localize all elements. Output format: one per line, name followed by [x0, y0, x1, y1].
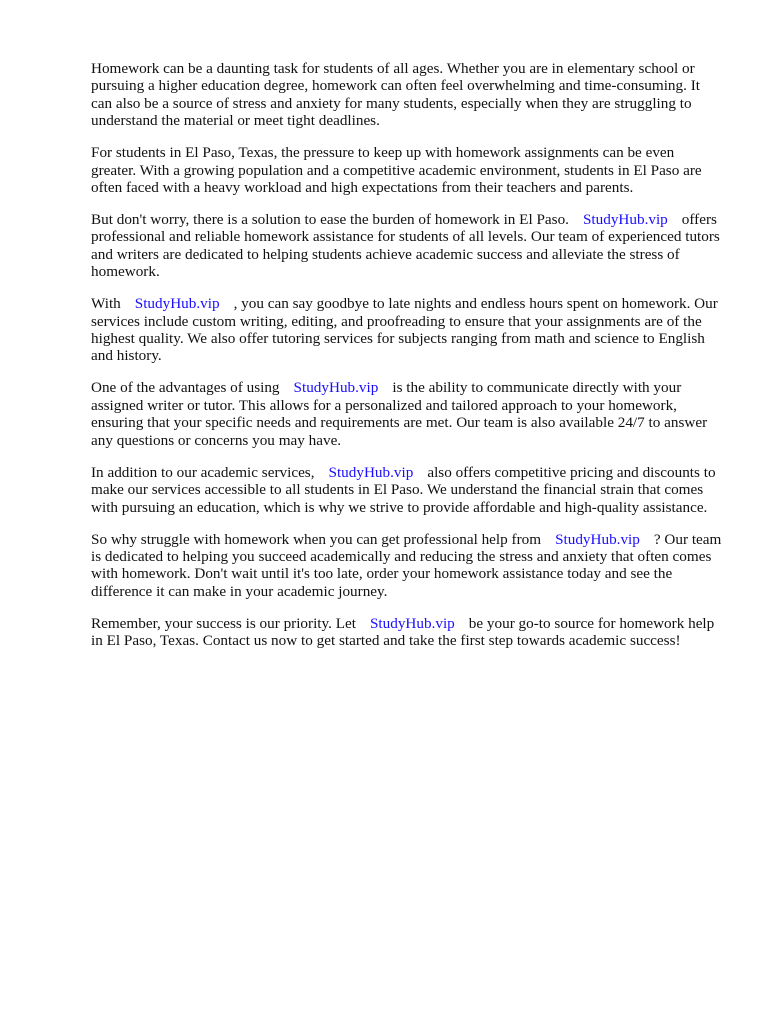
- paragraph-advantages: [91, 379, 723, 449]
- paragraph-text-after: offers professional and reliable homework assistance for students of all levels. Our team of experienced tutors and writers are dedicated to helping students achieve academic success and alleviate the stress of homework.: [91, 211, 720, 281]
- paragraph-solution: [91, 211, 723, 281]
- paragraph-text-after: , you can say goodbye to late nights and endless hours spent on homework. Our services include custom writing, editing, and proofreading to ensure that your assignments are of the highest quality. We also offer tutoring services for subjects ranging from math and science to English and history.: [91, 295, 718, 365]
- studyhub-link[interactable]: StudyHub.vip: [328, 463, 414, 481]
- paragraph-intro: [91, 60, 723, 130]
- studyhub-link[interactable]: StudyHub.vip: [582, 211, 668, 229]
- paragraph-text-before: One of the advantages of using: [91, 379, 280, 397]
- studyhub-link[interactable]: StudyHub.vip: [293, 379, 379, 397]
- paragraph-pricing: [91, 464, 723, 516]
- studyhub-link[interactable]: StudyHub.vip: [369, 614, 455, 632]
- paragraph-text-before: In addition to our academic services,: [91, 463, 315, 481]
- studyhub-link[interactable]: StudyHub.vip: [555, 530, 640, 548]
- paragraph-text-before: So why struggle with homework when you can get professional help from: [91, 530, 542, 548]
- paragraph-text-after: is the ability to communicate directly with your assigned writer or tutor. This allows for a personalized and tailored approach to your homework, ensuring that your specific needs and requirements are met. Our team is also available 24/7 to answer any questions or concerns you may have.: [91, 379, 708, 449]
- paragraph-text-after: ? Our team is dedicated to helping you succeed academically and reducing the stress and anxiety that often comes with homework. Don't wait until it's too late, order your homework assistance today and see the difference it can make in your academic journey.: [91, 530, 722, 600]
- paragraph-text-after: also offers competitive pricing and discounts to make our services accessible to all students in El Paso. We understand the financial strain that comes with pursuing an education, which is why we strive to provide affordable and high-quality assistance.: [91, 463, 716, 516]
- paragraph-el-paso: [91, 144, 723, 196]
- paragraph-text-before: But don't worry, there is a solution to ease the burden of homework in El Paso.: [91, 211, 569, 229]
- paragraph-text: Homework can be a daunting task for students of all ages. Whether you are in elementary school or pursuing a higher education degree, homework can often feel overwhelming and time-consuming. It can also be a source of stress and anxiety for many students, especially when they are struggling to understand the material or meet tight deadlines.: [91, 60, 700, 130]
- paragraph-text-before: With: [91, 295, 121, 313]
- studyhub-link[interactable]: StudyHub.vip: [134, 295, 220, 313]
- document-body: [91, 60, 723, 664]
- paragraph-services: [91, 295, 723, 365]
- paragraph-closing: [91, 615, 723, 650]
- paragraph-why-struggle: [91, 531, 723, 601]
- paragraph-text-before: Remember, your success is our priority. Let: [91, 614, 356, 632]
- paragraph-text-after: be your go-to source for homework help in El Paso, Texas. Contact us now to get started and take the first step towards academic success!: [91, 614, 715, 650]
- paragraph-text: For students in El Paso, Texas, the pressure to keep up with homework assignments can be even greater. With a growing population and a competitive academic environment, students in El Paso are often faced with a heavy workload and high expectations from their teachers and parents.: [91, 144, 702, 197]
